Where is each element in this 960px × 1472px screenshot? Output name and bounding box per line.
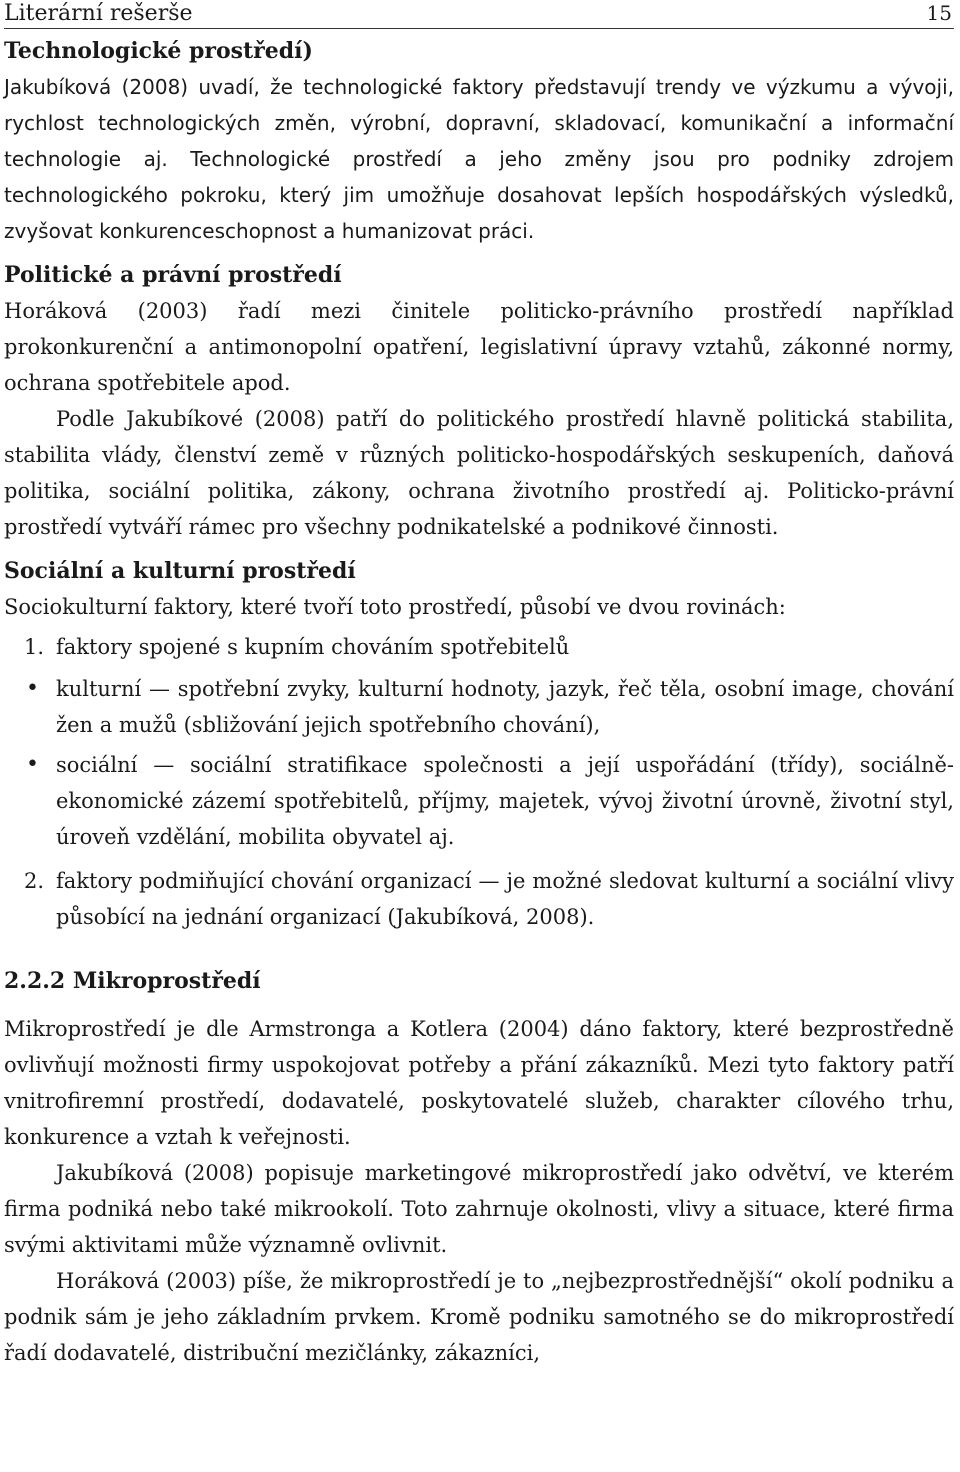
section-heading-political: Politické a právní prostředí — [4, 262, 342, 288]
numbered-item-2 — [4, 863, 954, 935]
paragraph-political-2: Podle Jakubíkové (2008) patří do politického prostředí hlavně politická stabilita, stabilita vlády, členství země v různých politicko-hospodářských seskupeních, daňová politika, sociální politika, zákony, ochrana životního prostředí aj. Politicko-právní prostředí vytváří rámec pro všechny podnikatelské a podnikové činnosti. — [4, 407, 954, 539]
item-number: 1. — [24, 635, 45, 659]
bullet-icon: • — [26, 752, 39, 777]
list-item-text: sociální — sociální stratifikace společnosti a její uspořádání (třídy), sociálně-ekonomické zázemí spotřebitelů, příjmy, majetek, vývoj životní úrovně, životní styl, úroveň vzdělání, mobilita obyvatel aj. — [56, 753, 954, 849]
paragraph-social-intro: Sociokulturní faktory, které tvoří toto prostředí, působí ve dvou rovinách: — [4, 595, 786, 619]
paragraph-political-1: Horáková (2003) řadí mezi činitele politicko-právního prostředí například prokonkurenční a antimonopolní opatření, legislativní úpravy vztahů, zákonné normy, ochrana spotřebitele apod. — [4, 299, 954, 395]
page-number: 15 — [926, 1, 952, 25]
running-header — [4, 0, 954, 29]
section-heading-technology: Technologické prostředí) — [4, 38, 313, 64]
list-item — [4, 747, 954, 855]
paragraph-micro-2: Jakubíková (2008) popisuje marketingové mikroprostředí jako odvětví, ve kterém firma podniká nebo také mikrookolí. Toto zahrnuje okolnosti, vlivy a situace, které firma svými aktivitami může významně ovlivnit. — [4, 1161, 954, 1257]
paragraph-technology: Jakubíková (2008) uvadí, že technologické faktory představují trendy ve výzkumu a vývoji, rychlost technologických změn, výrobní, dopravní, skladovací, komunikační a informační technologie aj. Technologické prostředí a jeho změny jsou pro podniky zdrojem technologického pokroku, který jim umožňuje dosahovat lepších hospodářských výsledků, zvyšovat konkurenceschopnost a humanizovat práci. — [4, 75, 954, 243]
item-text: faktory podmiňující chování organizací — je možné sledovat kulturní a sociální vlivy působící na jednání organizací (Jakubíková, 2008). — [56, 869, 954, 929]
list-item-text: kulturní — spotřební zvyky, kulturní hodnoty, jazyk, řeč těla, osobní image, chování žen a mužů (sbližování jejich spotřebního chování), — [56, 677, 954, 737]
paragraph-micro-3: Horáková (2003) píše, že mikroprostředí je to „nejbezprostřednější“ okolí podniku a podnik sám je jeho základním prvkem. Kromě podniku samotného se do mikroprostředí řadí dodavatelé, distribuční mezičlánky, zákazníci, — [4, 1269, 954, 1365]
section-heading-social: Sociální a kulturní prostředí — [4, 558, 356, 584]
bullet-icon: • — [26, 676, 39, 701]
item-text: faktory spojené s kupním chováním spotřebitelů — [56, 635, 570, 659]
bullet-list — [4, 671, 954, 855]
list-item — [4, 671, 954, 743]
chapter-title: Literární rešerše — [4, 1, 193, 26]
item-number: 2. — [24, 869, 45, 893]
paragraph-micro-1: Mikroprostředí je dle Armstronga a Kotlera (2004) dáno faktory, které bezprostředně ovlivňují možnosti firmy uspokojovat potřeby a přání zákazníků. Mezi tyto faktory patří vnitrofiremní prostředí, dodavatelé, poskytovatelé služeb, charakter cílového trhu, konkurence a vztah k veřejnosti. — [4, 1017, 954, 1149]
numbered-item-1 — [4, 629, 954, 665]
subsection-heading-micro: 2.2.2 Mikroprostředí — [4, 968, 261, 994]
